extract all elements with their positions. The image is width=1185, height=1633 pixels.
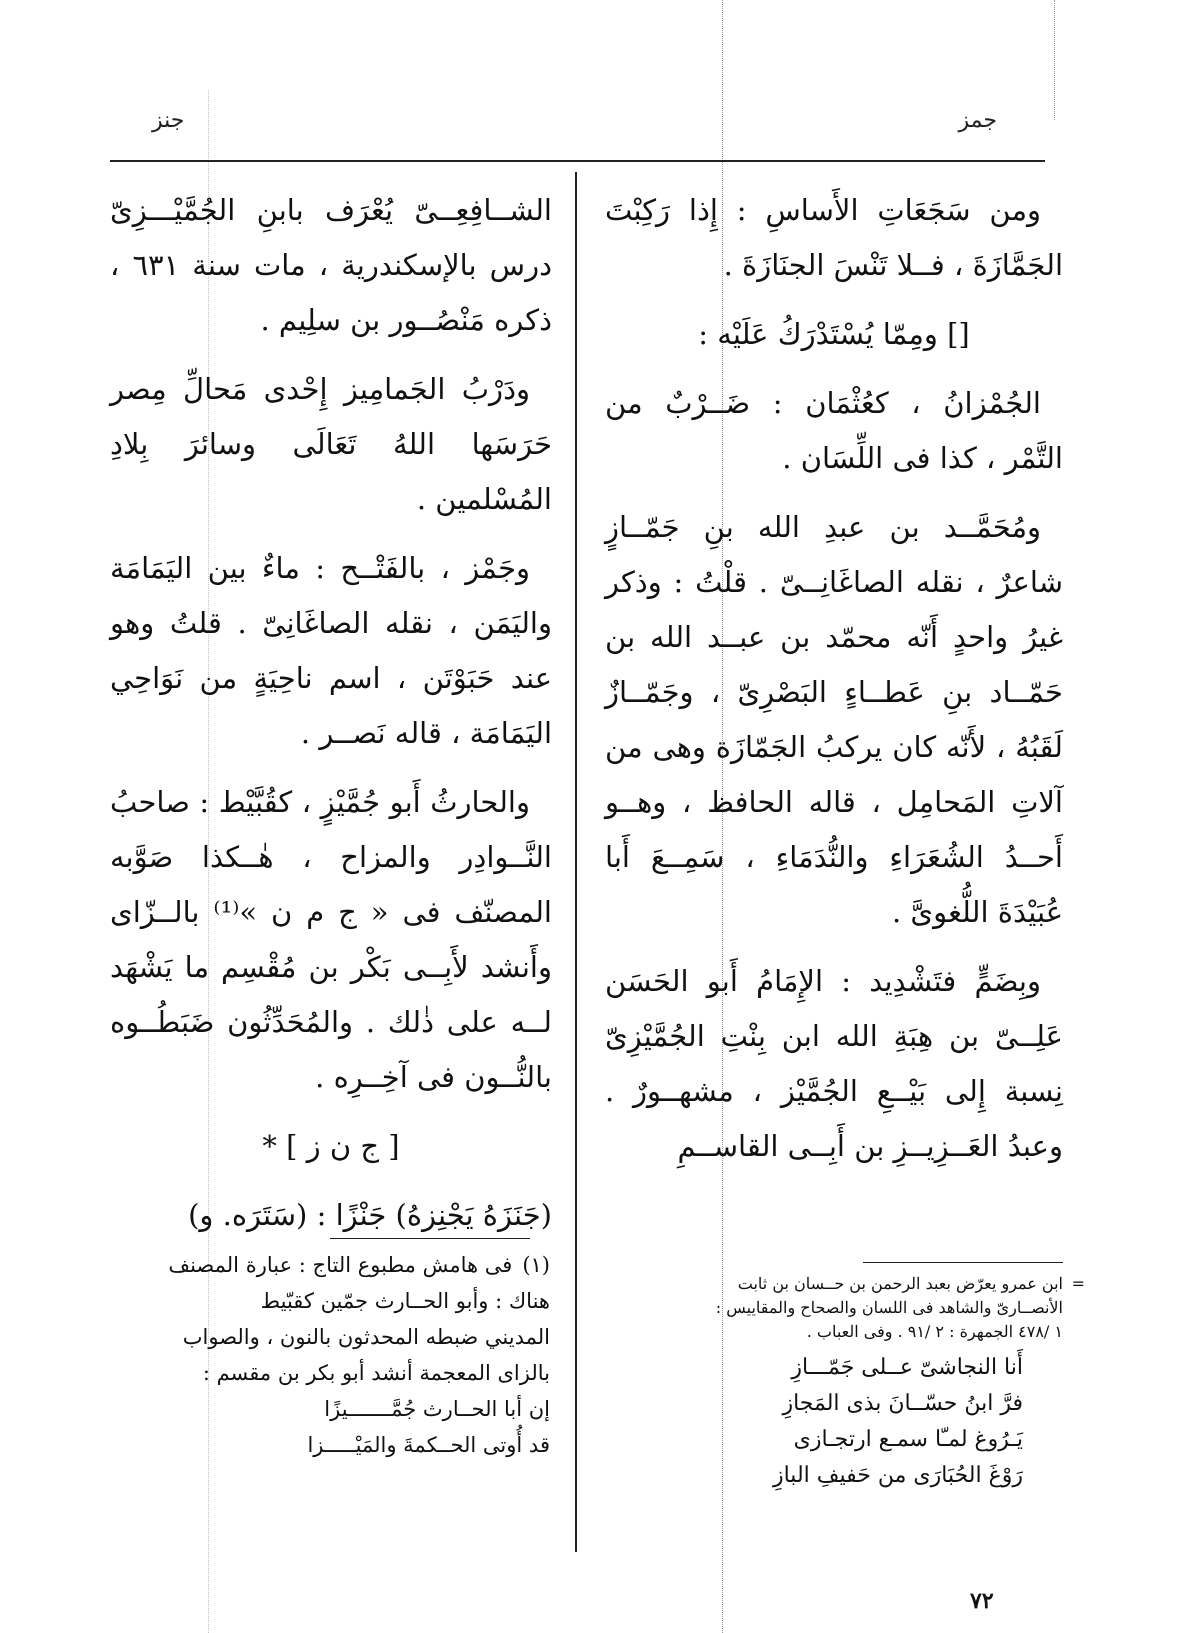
- scan-artifact-line: [1054, 0, 1055, 120]
- footnote-continuation-mark: =: [1071, 1274, 1085, 1293]
- header-left-word: جنز: [152, 108, 185, 133]
- column-divider: [575, 172, 577, 1552]
- paragraph: وبِضَمٍّ فتَشْدِيد : الإِمَامُ أَبو الحَسَن عَلِــىّ بن هِبَةِ الله ابن بِنْتِ الجُمَّيْزِىّ نِسبة إِلى بَيْــعِ الجُمَّيْز ، مشهــورٌ . وعبدُ العَــزِيــزِ بن أَبِــى القاســمِ: [605, 964, 1063, 1163]
- paragraph: والحارثُ أَبو جُمَّيْزٍ ، كقُبَّيْط : صاحبُ النَّــوادِر والمزاح ، هٰــكذا صَوَّبه المصنّف فى « ج م ن »⁽¹⁾ بالــزّاى وأَنشد لأَبِــى بَكْر بن مُقْسِم ما يَشْهَد لــه على ذٰلك . والمُحَدِّثُون ضَبَطُــوه بالنُّــون فى آخِــرِه .: [110, 785, 552, 1094]
- header-right-word: جمز: [958, 108, 997, 133]
- footnote-line: ١ /٤٧٨ الجمهرة : ٢ /٩١ . وفى العباب .: [806, 1322, 1063, 1341]
- section-heading: [ ج ن ز ] *: [262, 1129, 400, 1163]
- page-number: ٧٢: [970, 1588, 994, 1614]
- footnote-line: المديني ضبطه المحدثون بالنون ، والصواب: [182, 1325, 550, 1349]
- footnote-verse: [623, 1350, 1063, 1494]
- footnote-line: بالزاى المعجمة أنشد أبو بكر بن مقسم :: [202, 1361, 550, 1385]
- footnote-line: قد أُوتى الحــكمةَ والمَيْـــــزا: [307, 1433, 550, 1457]
- verse-line: أَنا النجاشىّ عــلى جَمّـــازِ: [791, 1355, 1023, 1380]
- paragraph: الجُمْزانُ ، كعُثْمَان : ضَــرْبٌ من التَّمْر ، كذا فى اللِّسَان .: [605, 386, 1063, 475]
- footnote-rule: [330, 1238, 530, 1239]
- footnote-line: هناك : وأبو الحــارث جمّين كقبّيط: [260, 1289, 550, 1313]
- paragraph: [] ومِمّا يُسْتَدْرَكُ عَلَيْه :: [698, 317, 970, 351]
- verse-line: رَوْغَ الحُبَارَى من حَفيفِ البازِ: [772, 1463, 1023, 1488]
- paragraph: الشــافِعِــىّ يُعْرَف بابنِ الجُمَّيْـــزِىّ درس بالإسكندرية ، مات سنة ٦٣١ ، ذكره مَنْصُــور بن سلِيم .: [110, 193, 552, 337]
- footnote-line: فى هامش مطبوع التاج : عبارة المصنف: [168, 1253, 513, 1277]
- paragraph: ودَرْبُ الجَمامِيز إِحْدى مَحالِّ مِصر حَرَسَها اللهُ تَعَالَى وسائرَ بِلادِ المُسْلمين .: [110, 372, 552, 516]
- footnote-marker: (١): [522, 1253, 550, 1277]
- paragraph: وجَمْز ، بالفَتْــح : ماءٌ بين اليَمَامَة واليَمَن ، نقله الصاغَانِىّ . قلتُ وهو عند حَبَوْتَن ، اسم ناحِيَةٍ من نَوَاحِي اليَمَامَة ، قاله نَصــر .: [110, 551, 552, 750]
- right-column: [605, 183, 1063, 1188]
- footnote-line: ابن عمرو يعرّض بعبد الرحمن بن حــسان بن ثابت: [737, 1274, 1063, 1293]
- left-column: [110, 183, 552, 1257]
- paragraph: ومن سَجَعَاتِ الأَساسِ : إِذا رَكِبْتَ الجَمَّازَةَ ، فــلا تَنْسَ الجنَازَةَ .: [605, 193, 1063, 282]
- verse-line: يَـرُوغ لمـّا سمـع ارتجـازى: [793, 1427, 1023, 1452]
- paragraph: ومُحَمَّــد بن عبدِ الله بنِ جَمّــازٍ شاعرٌ ، نقله الصاغَانِــىّ . قلْتُ : وذكر غيرُ واحدٍ أَنّه محمّد بن عبــد الله بن حَمّــاد بنِ عَطــاءٍ البَصْرِىّ ، وجَمّــازٌ لَقَبُهُ ، لأَنّه كان يركبُ الجَمّازَة وهى من آلاتِ المَحامِل ، قاله الحافظ ، وهــو أَحــدُ الشُعَرَاءِ والنُّدَمَاءِ ، سَمِــعَ أَبا عُبَيْدَةَ اللُّغوىَّ .: [605, 510, 1064, 929]
- footnote-line: إن أبا الحــارث جُمَّـــــــيزًا: [324, 1397, 550, 1421]
- entry-opening-line: (جَنَزَهُ يَجْنِزهُ) جَنْزًا : (سَتَرَه. و): [188, 1198, 552, 1232]
- footnote-right: [623, 1272, 1085, 1494]
- footnote-left: [110, 1247, 550, 1463]
- header-rule: [110, 160, 1045, 162]
- footnote-line: الأنصــارىّ والشاهد فى اللسان والصحاح والمقاييس :: [715, 1298, 1063, 1317]
- verse-line: فرَّ ابنُ حسّــانَ بذى المَجازِ: [782, 1391, 1023, 1416]
- footnote-rule: [863, 1262, 1063, 1263]
